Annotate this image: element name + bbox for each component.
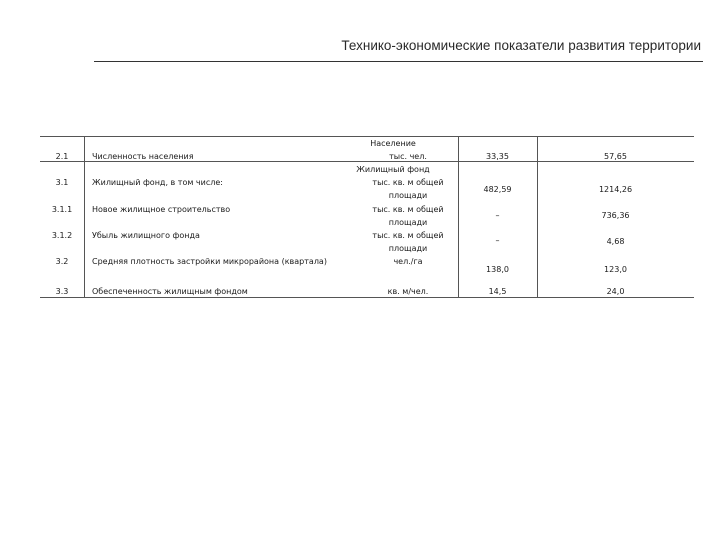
row-number: 3.3	[55, 287, 69, 296]
row-value-2: 4,68	[606, 237, 625, 246]
row-unit-cont: площади	[388, 191, 428, 200]
row-value-1: –	[495, 211, 500, 220]
row-value-2: 736,36	[601, 211, 630, 220]
row-value-1: –	[495, 236, 500, 245]
page-title: Технико-экономические показатели развития территории	[341, 38, 701, 53]
row-value-2: 57,65	[604, 152, 627, 161]
row-unit: тыс. кв. м общей	[372, 178, 444, 187]
row-number: 3.1.1	[51, 205, 73, 214]
row-number: 3.1.2	[51, 231, 73, 240]
row-value-2: 24,0	[606, 287, 625, 296]
section-header-housing: Жилищный фонд	[356, 165, 430, 174]
row-name: Жилищный фонд, в том числе:	[92, 178, 223, 187]
row-unit: кв. м/чел.	[387, 287, 429, 296]
row-unit: тыс. чел.	[389, 152, 427, 161]
row-unit-cont: площади	[388, 244, 428, 253]
row-value-2: 123,0	[604, 265, 627, 274]
row-name: Убыль жилищного фонда	[92, 231, 200, 240]
row-unit: тыс. кв. м общей	[372, 205, 444, 214]
table-rule	[84, 136, 85, 297]
table-rule	[40, 136, 694, 137]
row-value-1: 33,35	[486, 152, 509, 161]
row-name: Обеспеченность жилищным фондом	[92, 287, 248, 296]
row-unit: тыс. кв. м общей	[372, 231, 444, 240]
row-unit-cont: площади	[388, 218, 428, 227]
row-unit: чел./га	[393, 257, 423, 266]
row-name: Средняя плотность застройки микрорайона (квартала)	[92, 257, 327, 266]
row-name: Новое жилищное строительство	[92, 205, 231, 214]
row-number: 3.2	[55, 257, 69, 266]
row-number: 2.1	[55, 152, 69, 161]
row-number: 3.1	[55, 178, 69, 187]
row-value-1: 138,0	[486, 265, 509, 274]
row-name: Численность населения	[92, 152, 194, 161]
table-rule	[40, 297, 694, 298]
table-rule	[40, 161, 694, 162]
row-value-1: 482,59	[483, 185, 512, 194]
row-value-1: 14,5	[488, 287, 507, 296]
row-value-2: 1214,26	[598, 185, 633, 194]
section-header-population: Население	[370, 139, 416, 148]
